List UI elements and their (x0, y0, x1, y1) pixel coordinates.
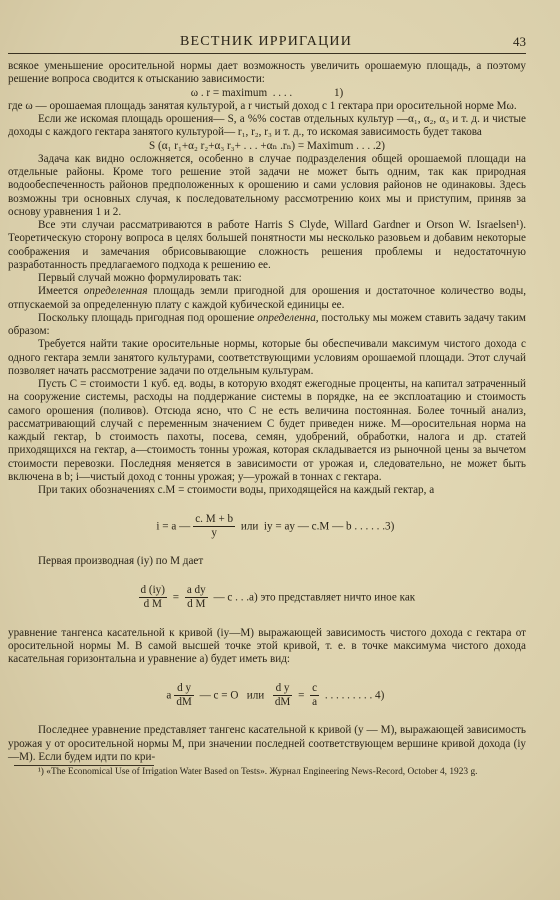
paragraph: всякое уменьшение оросительной нормы дает возможность увеличить орошаемую площадь, а поэтому решение вопроса сводится к отысканию зависимости: (8, 60, 526, 86)
running-header (8, 34, 526, 54)
fraction (193, 513, 235, 541)
eq-text: или iy = ay — c.M — b . . . . . .3) (238, 519, 395, 532)
numerator: c. M + b (193, 513, 235, 527)
paragraph: При таких обозначениях c.M = стоимости воды, приходящейся на каждый гектар, а (38, 484, 435, 496)
paragraph: уравнение тангенса касательной к кривой (iy—M) выражающей зависимость чистого дохода с гектара от оросительной нормы M. В самой высшей точке этой кривой, т. е. в точке максимума чистого дохода касательная горизонтальна и уравнение a) будет иметь вид: (8, 626, 526, 665)
text-run: площадь земли пригодной для орошения и достаточное количество воды, отпускаемой за определенную плату с каждой кубической единицы ее. (8, 285, 527, 311)
numerator: c (310, 682, 319, 696)
emphasis: определенная (83, 285, 148, 298)
paragraph: Требуется найти такие оросительные нормы, которые бы обеспечивали максимум чистого дохода с одного гектара земли занятого культурами, соответствующими условиям орошаемой площади. Этот случай позволяет начать рассмотрение задачи по отдельным культурам. (8, 338, 526, 377)
fraction (174, 682, 193, 710)
footnote: ¹) «The Economical Use of Irrigation Water Based on Tests». Журнал Engineering News-Record, October 4, 1923 g. (38, 767, 478, 777)
paragraph: Первая производная (iy) по M дает (38, 555, 204, 568)
equation-2: S (α₁ r₁+α₂ r₂+α₃ r₃+ . . . +αₙ .rₙ) = Maximum . . . .2) (149, 139, 385, 152)
article-body (8, 60, 526, 778)
numerator: d y (174, 682, 193, 696)
paragraph: Последнее уравнение представляет тангенс касательной к кривой (y — M), выражающей зависимость урожая y от оросительной нормы M, при значении последней соответствующем вершине кривой дохода (iy—M). Если будем идти по кри- (8, 724, 526, 763)
numerator: d (iy) (139, 584, 167, 598)
equation-1: ω . r = maximum . . . . 1) (190, 86, 344, 99)
paragraph: Первый случай можно формулировать так: (38, 272, 242, 284)
numerator: d y (273, 682, 292, 696)
text-run: Имеется (38, 285, 84, 298)
paragraph: Пусть C = стоимости 1 куб. ед. воды, в которую входят ежегодные проценты, на капитал затраченный на сооружение системы, расходы на поддержание системы в порядке, на ее эксплоатацию и стоимость самого орошения (поливов). Отсюда ясно, что C не есть величина постоянная. Более точный анализ, рассматривающий случай с переменным значением C будет приведен ниже. M—оросительная норма на каждый гектар, b стоимость пахоты, посева, семян, удобрений, обработки, налога и др. статей приходящихся на гектар, a—стоимость тонны урожая, которая складывается из рыночной цены за вычетом стоимости перевозки. Последняя меняется в зависимости от урожая и, следовательно, не может быть включена в b; i—чистый доход с тонны урожая; y—урожай в тоннах с гектара. (8, 378, 526, 483)
emphasis: определенна, (257, 311, 319, 324)
eq-text: — c . . .a) это представляет ничто иное как (210, 591, 416, 604)
eq-text: i = a — (156, 519, 191, 532)
paragraph: Задача как видно осложняется, особенно в случае подразделения общей орошаемой площади на отдельные районы. Кроме того решение этой задачи не может быть одним, так как природная водообеспеченность районов предположенных к орошению и сами условия районов не одинаковы. Здесь возможны три основных случая, к последовательному рассмотрению коих мы и приступим, приняв за основу уравнения 1 и 2. (8, 152, 526, 218)
paragraph: Если же искомая площадь орошения— S, а %% состав отдельных культур —α₁, α₂, α₃ и т. д. и чистые доходы с каждого гектара занятого культурой— r₁, r₂, r₃ и т. д., то искомая зависимость будет такова (8, 113, 526, 139)
footnote-divider (14, 765, 154, 766)
denominator: dM (274, 695, 291, 708)
fraction (185, 584, 208, 612)
paragraph (8, 312, 526, 339)
eq-text: a (166, 688, 172, 701)
denominator: d M (187, 598, 206, 610)
page-number: 43 (513, 34, 526, 49)
equation-a (8, 571, 526, 625)
denominator: dM (176, 695, 192, 708)
paragraph (8, 285, 526, 312)
paragraph: где ω — орошаемая площадь занятая культурой, а r чистый доход с 1 гектара при оросительной норме Mω. (8, 99, 517, 112)
equation-4 (8, 668, 526, 722)
journal-title: ВЕСТНИК ИРРИГАЦИИ (180, 34, 353, 49)
eq-text: = (295, 688, 308, 701)
fraction (310, 682, 319, 710)
equation-3 (8, 499, 526, 553)
denominator: y (211, 526, 217, 539)
fraction (139, 584, 167, 612)
paragraph: Все эти случаи рассматриваются в работе Harris S Clyde, Willard Gardner и Orson W. Israelsen¹). Теоретическую сторону вопроса в целях большей понятности мы несколько разовьем и добавим некоторые соображения и замечания обрисовывающие сложность решения проблемы и недостаточную разработанность предлагаемого подхода к решению ее. (8, 219, 526, 271)
fraction (273, 682, 292, 710)
denominator: a (312, 695, 318, 708)
text-run: постольку мы можем ставить задачу таким образом: (8, 311, 526, 337)
numerator: a dy (185, 584, 208, 598)
text-run: Поскольку площадь пригодная под орошение (38, 311, 258, 324)
eq-text: = (169, 591, 182, 604)
denominator: d M (143, 598, 162, 610)
eq-text: . . . . . . . . . 4) (322, 688, 385, 701)
eq-text: — c = O или (196, 688, 270, 701)
